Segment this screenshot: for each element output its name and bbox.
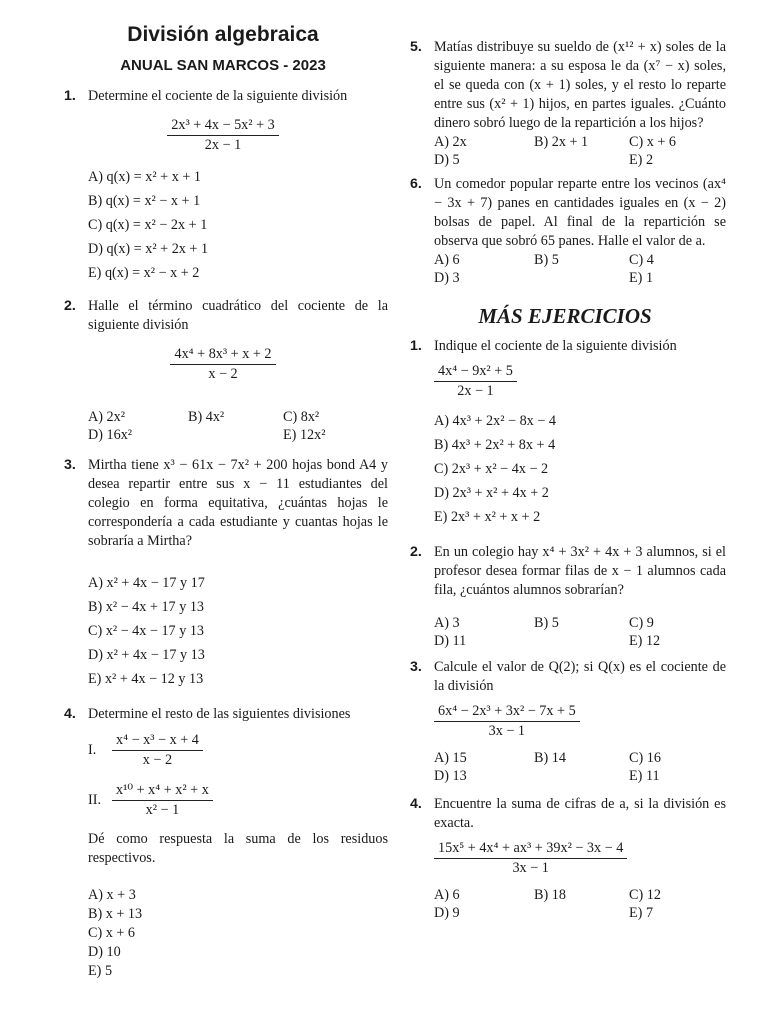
option-e[interactable]: E) 2x³ + x² + x + 2: [434, 509, 541, 525]
fraction: [434, 362, 517, 401]
option-a[interactable]: A) 2x: [434, 134, 467, 150]
fraction: [112, 731, 203, 770]
option-c[interactable]: C) 9: [629, 615, 654, 631]
extra-problem-4: [404, 795, 726, 922]
option-e[interactable]: E) 7: [629, 905, 654, 921]
roman-label: II.: [88, 792, 101, 808]
option-a[interactable]: A) 6: [434, 887, 460, 903]
problem-note: Dé como respuesta la suma de los residuos respectivos.: [88, 831, 388, 866]
options-grid: [434, 886, 726, 922]
option-a[interactable]: A) 3: [434, 615, 460, 631]
fraction-denominator: x − 2: [208, 366, 238, 382]
fraction-denominator: 2x − 1: [457, 383, 494, 399]
extra-problem-3: [404, 658, 726, 785]
fraction-numerator: x¹⁰ + x⁴ + x² + x: [112, 781, 213, 801]
options-list: [434, 409, 726, 529]
option-d[interactable]: D) 11: [434, 633, 467, 649]
option-b[interactable]: B) 18: [534, 887, 566, 903]
fraction-denominator: 2x − 1: [204, 137, 242, 153]
problem-number: 4.: [410, 796, 422, 812]
options-grid: [434, 251, 726, 287]
division-i: [88, 727, 388, 774]
option-c[interactable]: C) x² − 4x − 17 y 13: [88, 623, 205, 639]
problem-5: [404, 38, 726, 169]
option-c[interactable]: C) 8x²: [283, 409, 320, 425]
problem-number: 4.: [64, 706, 76, 722]
option-d[interactable]: D) 2x³ + x² + 4x + 2: [434, 485, 549, 501]
fraction: [434, 702, 580, 741]
problem-text: Encuentre la suma de cifras de a, si la división es exacta.: [434, 796, 726, 831]
page-title: División algebraica: [127, 23, 319, 46]
fraction-numerator: 15x⁵ + 4x⁴ + ax³ + 39x² − 3x − 4: [434, 839, 627, 859]
option-b[interactable]: B) q(x) = x² − x + 1: [88, 193, 201, 209]
option-b[interactable]: B) 4x²: [188, 409, 225, 425]
options-list: [88, 886, 388, 981]
option-c[interactable]: C) q(x) = x² − 2x + 1: [88, 217, 208, 233]
problem-number: 5.: [410, 39, 422, 55]
option-a[interactable]: A) 6: [434, 252, 460, 268]
page-subtitle: ANUAL SAN MARCOS - 2023: [120, 57, 326, 74]
option-b[interactable]: B) 5: [534, 615, 559, 631]
problem-number: 2.: [410, 544, 422, 560]
option-a[interactable]: A) x² + 4x − 17 y 17: [88, 575, 205, 591]
option-d[interactable]: D) 9: [434, 905, 460, 921]
problem-text: Halle el término cuadrático del cociente de la siguiente división: [88, 298, 388, 333]
option-a[interactable]: A) x + 3: [88, 887, 136, 903]
problem-number: 2.: [64, 298, 76, 314]
problem-text: Determine el cociente de la siguiente división: [88, 88, 348, 104]
problem-text: Matías distribuye su sueldo de (x¹² + x) soles de la siguiente manera: a su esposa le da (x⁷ − x) soles, el se queda con (x + 1) soles, y el resto lo reparte entre sus (x² + 1) hijos, en partes iguales. ¿Cuánto dinero sobró luego de la repartición a los hijos?: [434, 39, 726, 131]
problem-number: 3.: [410, 659, 422, 675]
section-title: MÁS EJERCICIOS: [478, 304, 652, 328]
option-e[interactable]: E) q(x) = x² − x + 2: [88, 265, 200, 281]
fraction-denominator: 3x − 1: [512, 860, 549, 876]
right-column: [404, 38, 726, 922]
fraction-numerator: 4x⁴ − 9x² + 5: [434, 362, 517, 382]
left-column: [58, 22, 388, 981]
fraction: [167, 116, 278, 155]
fraction-denominator: x² − 1: [145, 802, 180, 818]
option-a[interactable]: A) 4x³ + 2x² − 8x − 4: [434, 413, 556, 429]
problem-text: Mirtha tiene x³ − 61x − 7x² + 200 hojas bond A4 y desea repartir entre sus x − 11 estudiantes del colegio en forma equitativa, ¿cuántas hojas le correspondería a cada estudiante y cuantas hojas le sobraría a Mirtha?: [88, 457, 388, 549]
problem-4: [58, 705, 388, 981]
option-c[interactable]: C) 16: [629, 750, 661, 766]
fraction: [434, 839, 627, 878]
problem-6: [404, 175, 726, 287]
option-e[interactable]: E) 1: [629, 270, 654, 286]
option-c[interactable]: C) 12: [629, 887, 661, 903]
option-c[interactable]: C) x + 6: [88, 925, 136, 941]
options-list: [88, 571, 388, 691]
problem-text: Un comedor popular reparte entre los vecinos (ax⁴ − 3x + 7) panes en cantidades iguales en (x − 2) bolsas de papel. Al final de la repartición se observa que sobró 65 panes. Halle el valor de a.: [434, 176, 726, 249]
option-e[interactable]: E) 11: [629, 768, 660, 784]
option-b[interactable]: B) 2x + 1: [534, 134, 589, 150]
option-d[interactable]: D) 10: [88, 944, 121, 960]
option-b[interactable]: B) x² − 4x + 17 y 13: [88, 599, 205, 615]
problem-3: [58, 456, 388, 691]
problem-text: Calcule el valor de Q(2); si Q(x) es el cociente de la división: [434, 659, 726, 694]
fraction-denominator: 3x − 1: [488, 723, 526, 739]
option-d[interactable]: D) q(x) = x² + 2x + 1: [88, 241, 209, 257]
problem-text: Determine el resto de las siguientes divisiones: [88, 706, 351, 722]
fraction-numerator: 2x³ + 4x − 5x² + 3: [167, 116, 278, 136]
problem-number: 3.: [64, 457, 76, 473]
option-a[interactable]: A) 15: [434, 750, 467, 766]
problem-number: 1.: [410, 338, 422, 354]
option-e[interactable]: E) 2: [629, 152, 654, 168]
fraction-numerator: 6x⁴ − 2x³ + 3x² − 7x + 5: [434, 702, 580, 722]
problem-text: En un colegio hay x⁴ + 3x² + 4x + 3 alumnos, si el profesor desea formar filas de x − 1 alumnos cada fila, ¿cuántos alumnos sobrarían?: [434, 544, 726, 598]
options-grid: [434, 749, 726, 785]
option-e[interactable]: E) 5: [88, 963, 113, 979]
fraction: [112, 781, 213, 820]
option-e[interactable]: E) 12: [629, 633, 661, 649]
option-a[interactable]: A) q(x) = x² + x + 1: [88, 169, 201, 185]
division-ii: [88, 777, 388, 824]
problem-number: 6.: [410, 176, 422, 192]
option-d[interactable]: D) 16x²: [88, 427, 133, 443]
option-d[interactable]: D) 13: [434, 768, 467, 784]
option-b[interactable]: B) 5: [534, 252, 559, 268]
fraction-denominator: x − 2: [142, 752, 173, 768]
extra-problem-2: [404, 543, 726, 650]
options-grid: [434, 614, 726, 650]
problem-number: 1.: [64, 88, 76, 104]
problem-text: Indique el cociente de la siguiente división: [434, 338, 677, 354]
fraction-numerator: 4x⁴ + 8x³ + x + 2: [170, 345, 275, 365]
roman-label: I.: [88, 742, 97, 758]
option-e[interactable]: E) 12x²: [283, 427, 326, 443]
option-b[interactable]: B) 4x³ + 2x² + 8x + 4: [434, 437, 556, 453]
option-b[interactable]: B) x + 13: [88, 906, 143, 922]
options-grid: [434, 133, 726, 169]
option-d[interactable]: D) x² + 4x − 17 y 13: [88, 647, 205, 663]
option-d[interactable]: D) 3: [434, 270, 460, 286]
extra-problem-1: [404, 337, 726, 529]
problem-2: [58, 297, 388, 444]
option-c[interactable]: C) 2x³ + x² − 4x − 2: [434, 461, 549, 477]
problem-1: [58, 87, 388, 285]
option-c[interactable]: C) 4: [629, 252, 654, 268]
option-e[interactable]: E) x² + 4x − 12 y 13: [88, 671, 204, 687]
option-a[interactable]: A) 2x²: [88, 409, 125, 425]
fraction: [170, 345, 275, 384]
fraction-numerator: x⁴ − x³ − x + 4: [112, 731, 203, 751]
options-list: [88, 165, 388, 285]
option-b[interactable]: B) 14: [534, 750, 566, 766]
options-grid: [88, 408, 388, 444]
option-c[interactable]: C) x + 6: [629, 134, 677, 150]
option-d[interactable]: D) 5: [434, 152, 460, 168]
